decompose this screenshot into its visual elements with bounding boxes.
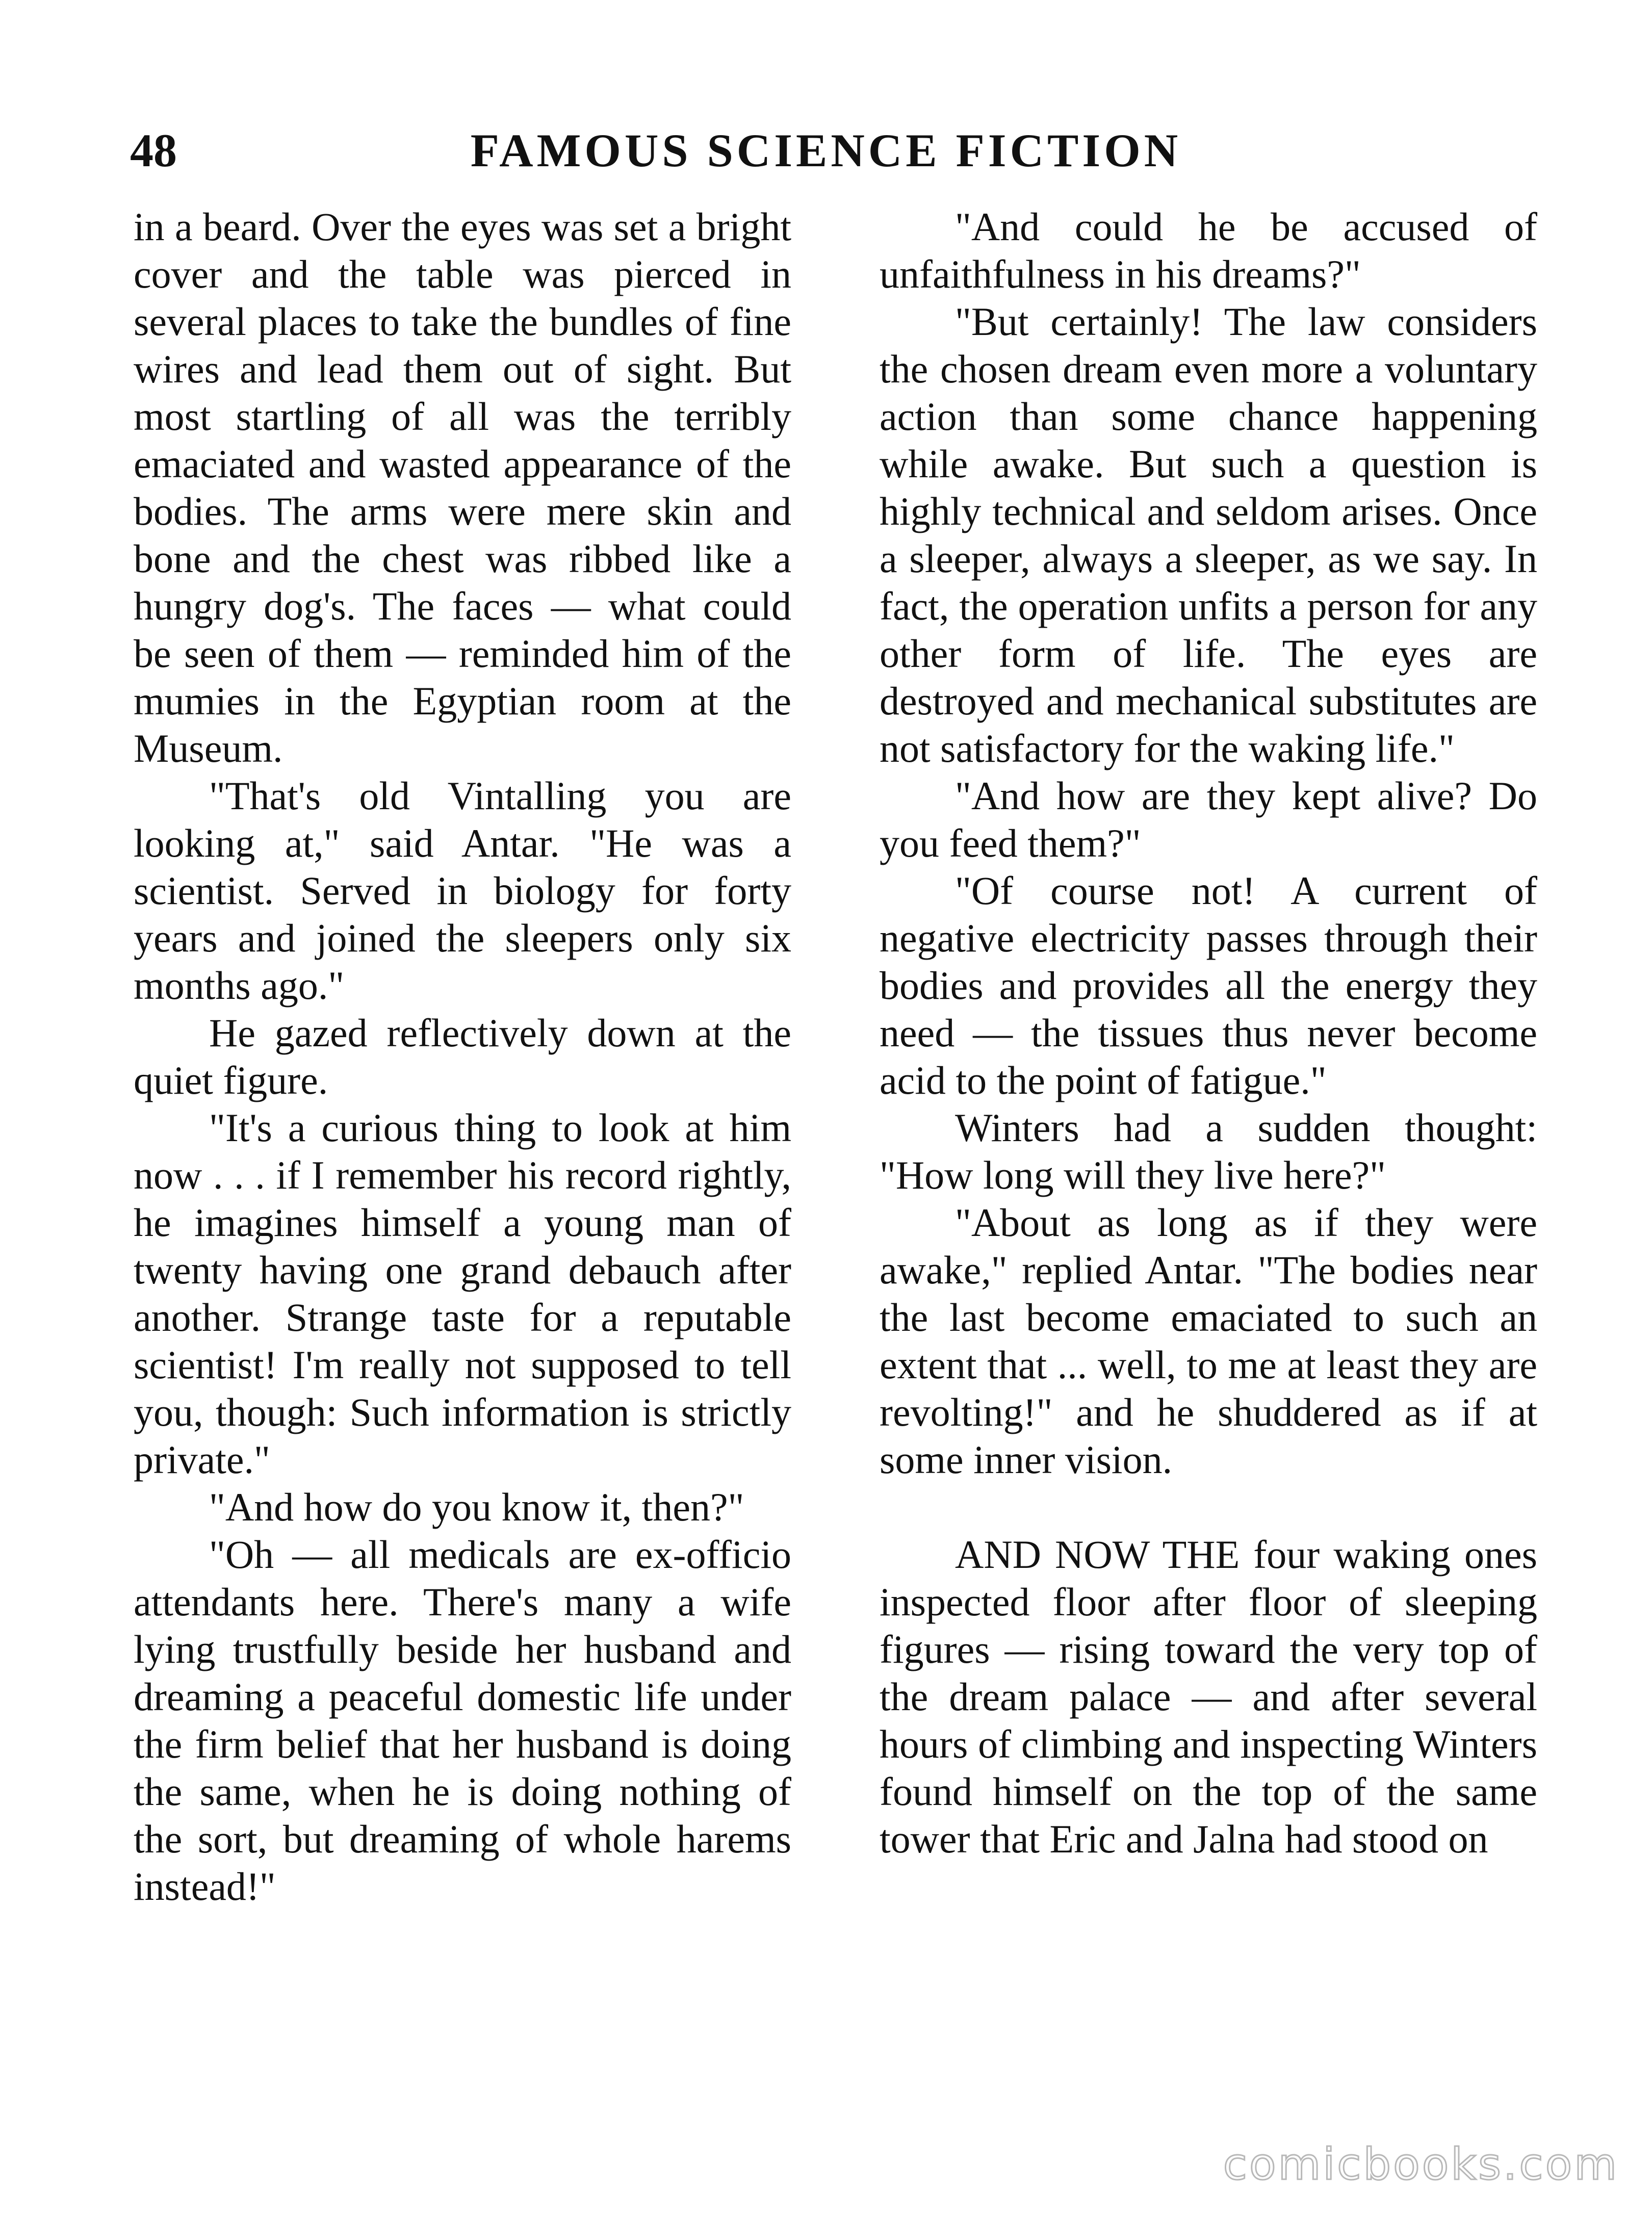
paragraph: "Of course not! A current of negative electricity passes through their bodies and provides all the energy they need — the tissues thus never become acid to the point of fatigue."	[880, 868, 1537, 1102]
paragraph: "But certainly! The law considers the chosen dream even more a voluntary action than some chance happening while awake. But such a question is highly technical and seldom arises. Once a sleeper, always a sleeper, as we say. In fact, the operation unfits a person for any other form of life. The eyes are destroyed and mechanical substitutes are not satisfactory for the waking life."	[880, 299, 1537, 770]
paragraph: "And could he be accused of unfaithfulness in his dreams?"	[880, 204, 1537, 296]
page-header	[130, 122, 1522, 178]
paragraph: "It's a curious thing to look at him now . . . if I remember his record rightly, he imagines himself a young man of twenty having one grand debauch after another. Strange taste for a reputable scientist! I'm really not supposed to tell you, though: Such information is strictly private."	[134, 1105, 791, 1482]
paragraph: "About as long as if they were awake," replied Antar. "The bodies near the last become emaciated to such an extent that ... well, to me at least they are revolting!" and he shuddered as if at some inner vision.	[880, 1200, 1537, 1482]
paragraph: Winters had a sudden thought: "How long will they live here?"	[880, 1105, 1537, 1197]
running-title: FAMOUS SCIENCE FICTION	[470, 124, 1182, 176]
section-opening-paragraph: AND NOW THE four waking ones inspected floor after floor of sleeping figures — rising toward the very top of the dream palace — and after several hours of climbing and inspecting Winters found himself on the top of the same tower that Eric and Jalna had stood on	[880, 1532, 1537, 1861]
paragraph: in a beard. Over the eyes was set a bright cover and the table was pierced in several places to take the bundles of fine wires and lead them out of sight. But most startling of all was the terribly emaciated and wasted appearance of the bodies. The arms were mere skin and bone and the chest was ribbed like a hungry dog's. The faces — what could be seen of them — reminded him of the mumies in the Egyptian room at the Museum.	[134, 204, 791, 770]
paragraph: "And how are they kept alive? Do you feed them?"	[880, 773, 1537, 865]
paragraph: "Oh — all medicals are ex-officio attendants here. There's many a wife lying trustfully beside her husband and dreaming a peaceful domestic life under the firm belief that her husband is doing the same, when he is doing nothing of the sort, but dreaming of whole harems instead!"	[134, 1532, 791, 1908]
paragraph: He gazed reflectively down at the quiet figure.	[134, 1011, 791, 1102]
paragraph: "And how do you know it, then?"	[209, 1485, 744, 1529]
paragraph: "That's old Vintalling you are looking at," said Antar. "He was a scientist. Served in biology for forty years and joined the sleepers only six months ago."	[134, 773, 791, 1008]
watermark: comicbooks.com	[1223, 2139, 1619, 2190]
right-column	[880, 203, 1537, 1863]
page-number: 48	[130, 124, 177, 176]
left-column	[134, 203, 791, 1910]
